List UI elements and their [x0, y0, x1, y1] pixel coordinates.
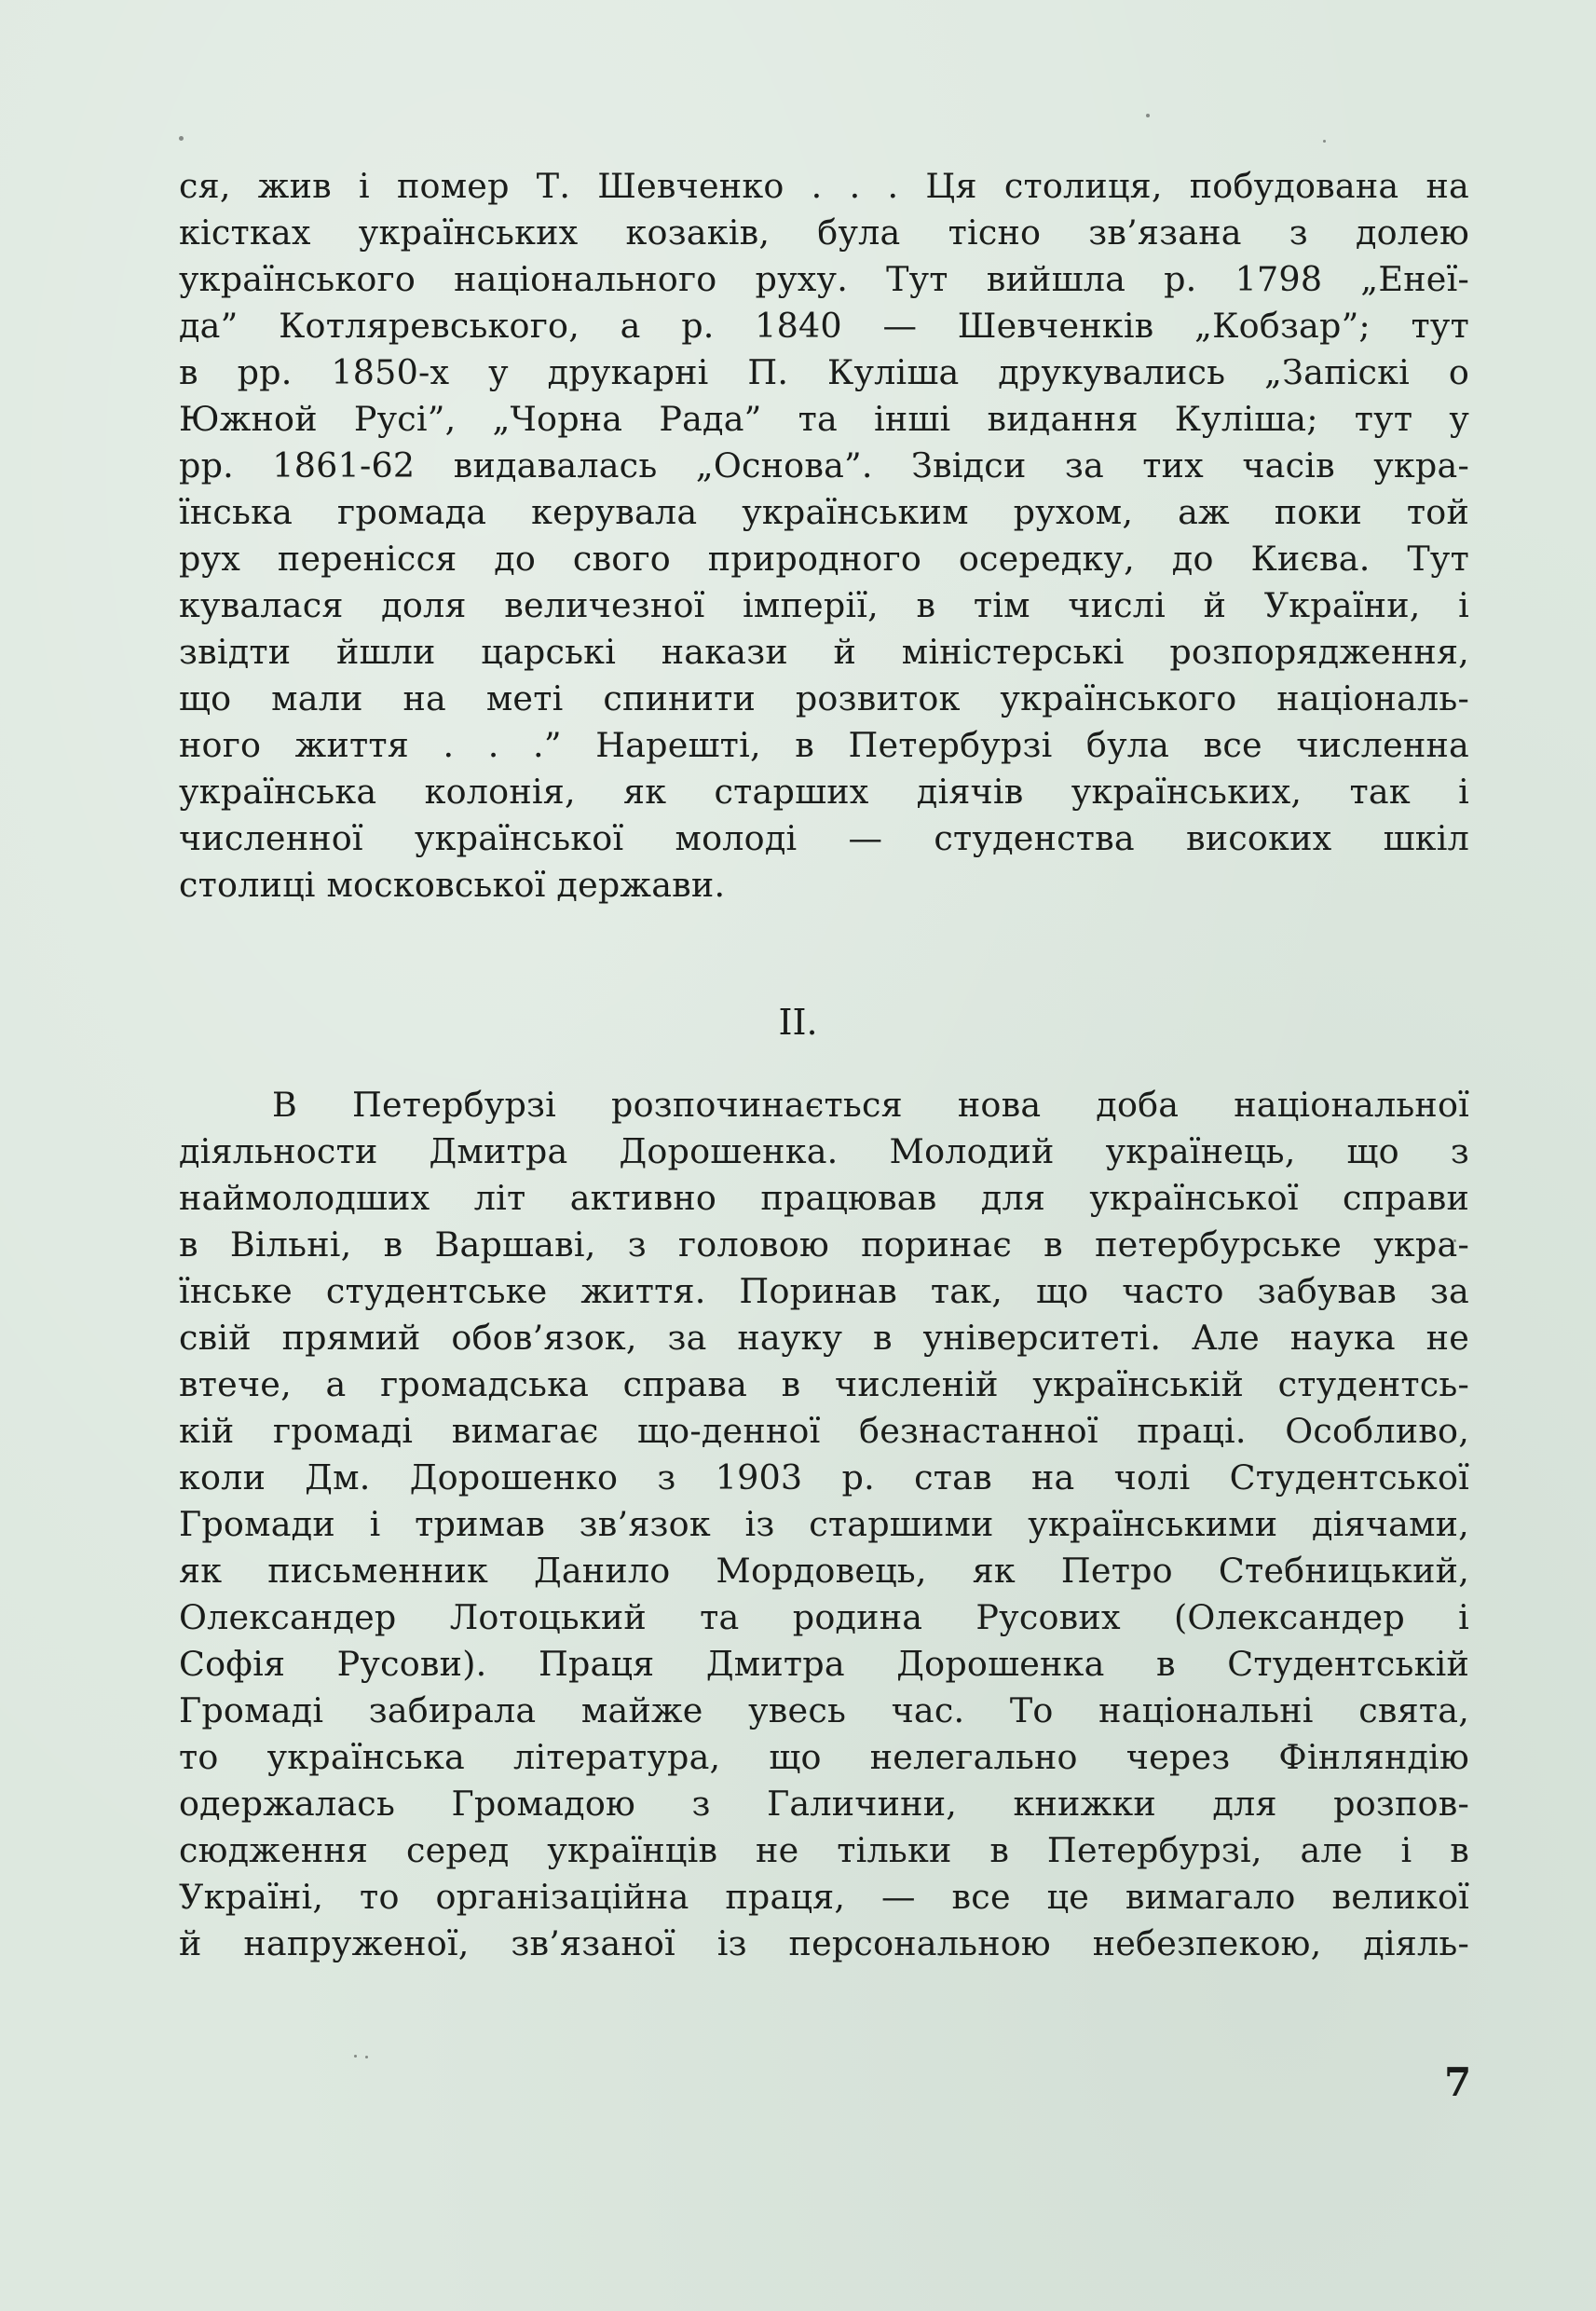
text-line: їнська громада керувала українським рухом, аж поки той	[179, 492, 1469, 532]
text-line: кувалася доля величезної імперії, в тім числі й України, і	[179, 585, 1469, 625]
text-line: українська колонія, як старших діячів українських, так і	[179, 772, 1469, 812]
text-line: столиці московської держави.	[179, 865, 726, 905]
ink-speck	[354, 2055, 357, 2058]
text-line: В Петербурзі розпочинається нова доба національної	[272, 1085, 1469, 1125]
text-line: Громади і тримав зв’язок із старшими українськими діячами,	[179, 1504, 1469, 1544]
text-line: кій громаді вимагає що-денної безнастанної праці. Особливо,	[179, 1411, 1469, 1451]
text-line: кістках українських козаків, була тісно зв’язана з долею	[179, 212, 1469, 253]
text-line: Софія Русови). Праця Дмитра Дорошенка в Студентській	[179, 1644, 1469, 1684]
text-line: діяльности Дмитра Дорошенка. Молодий українець, що з	[179, 1131, 1469, 1171]
text-line: українського національного руху. Тут вийшла р. 1798 „Енеї-	[179, 259, 1469, 299]
text-line: що мали на меті спинити розвиток українського національ-	[179, 678, 1469, 718]
ink-speck	[1323, 140, 1326, 143]
text-line: одержалась Громадою з Галичини, книжки для розпов-	[179, 1784, 1469, 1824]
text-line: Громаді забирала майже увесь час. То національні свята,	[179, 1690, 1469, 1730]
text-line: в Вільні, в Варшаві, з головою поринає в петербурське укра-	[179, 1224, 1469, 1265]
ink-speck	[1146, 114, 1150, 117]
paragraph-2	[179, 1082, 1469, 1967]
paragraph-1	[179, 163, 1469, 909]
text-line: в рр. 1850-х у друкарні П. Куліша друкувались „Запіскі о	[179, 352, 1469, 392]
text-line: наймолодших літ активно працював для української справи	[179, 1178, 1469, 1218]
text-line: сюдження серед українців не тільки в Петербурзі, але і в	[179, 1830, 1469, 1870]
text-line: то українська література, що нелегально через Фінляндію	[179, 1737, 1469, 1777]
ink-speck	[179, 136, 184, 141]
text-line: рр. 1861-62 видавалась „Основа”. Звідси за тих часів укра-	[179, 445, 1469, 485]
text-line: Олександер Лотоцький та родина Русових (Олександер і	[179, 1597, 1469, 1637]
section-heading: II.	[778, 1002, 818, 1043]
text-line: ного життя . . .” Нарешті, в Петербурзі була все численна	[179, 725, 1469, 765]
text-line: численної української молоді — студенства високих шкіл	[179, 818, 1469, 858]
text-line: рух перенісся до свого природного осередку, до Києва. Тут	[179, 539, 1469, 579]
text-line: втече, а громадська справа в численій українській студентсь-	[179, 1364, 1469, 1404]
text-line: їнське студентське життя. Поринав так, що часто забував за	[179, 1271, 1469, 1311]
text-line: Южной Русі”, „Чорна Рада” та інші видання Куліша; тут у	[179, 399, 1469, 439]
text-line: ся, жив і помер Т. Шевченко . . . Ця столиця, побудована на	[179, 166, 1469, 206]
text-line: й напруженої, зв’язаної із персональною небезпекою, діяль-	[179, 1923, 1469, 1963]
text-line: Україні, то організаційна праця, — все це вимагало великої	[179, 1877, 1469, 1917]
page-number: 7	[1444, 2059, 1472, 2105]
text-line: як письменник Данило Мордовець, як Петро Стебницький,	[179, 1551, 1469, 1591]
text-line: свій прямий обов’язок, за науку в університеті. Але наука не	[179, 1318, 1469, 1358]
text-line: коли Дм. Дорошенко з 1903 р. став на чолі Студентської	[179, 1457, 1469, 1497]
ink-speck	[365, 2056, 368, 2058]
text-line: звідти йшли царські накази й міністерські розпорядження,	[179, 632, 1469, 672]
text-line: да” Котляревського, а р. 1840 — Шевченків „Кобзар”; тут	[179, 306, 1469, 346]
